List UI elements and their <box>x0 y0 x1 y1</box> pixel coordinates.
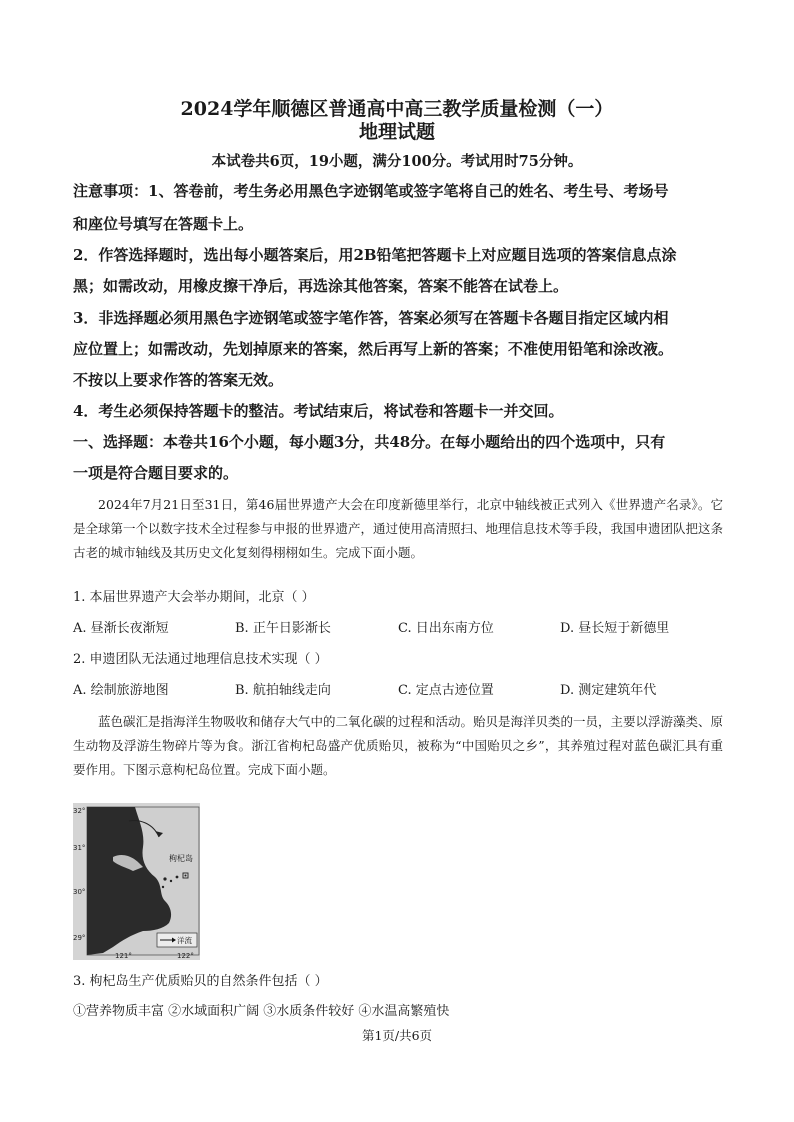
latitude-label-31: 31° <box>73 844 86 852</box>
longitude-label-122: 122° <box>177 952 194 960</box>
note-3-line-1: 3．非选择题必须用黑色字迹钢笔或签字笔作答，答案必须写在答题卡各题目指定区域内相 <box>73 309 669 327</box>
question-2-option-a: A. 绘制旅游地图 <box>73 683 169 698</box>
question-3-stem: 3. 枸杞岛生产优质贻贝的自然条件包括（ ） <box>73 974 328 989</box>
exam-subtitle: 地理试题 <box>358 121 435 143</box>
island-dot <box>176 876 179 879</box>
legend-current-label: 洋流 <box>177 936 192 945</box>
note-3-line-3: 不按以上要求作答的答案无效。 <box>73 371 284 389</box>
island-dot <box>163 877 166 880</box>
question-2-option-c: C. 定点古迹位置 <box>398 683 494 698</box>
latitude-label-29: 29° <box>73 934 86 942</box>
question-2-stem: 2. 申遗团队无法通过地理信息技术实现（ ） <box>73 652 328 667</box>
section-heading-line-2: 一项是符合题目要求的。 <box>73 464 239 482</box>
passage-1: 2024年7月21日至31日，第46届世界遗产大会在印度新德里举行，北京中轴线被正式列入《世界遗产名录》。它是全球第一个以数字技术全过程参与申报的世界遗产，通过使用高清照扫、地理信息技术等手段，我国申遗团队把这条古老的城市轴线及其历史文化复刻得栩栩如生。完成下面小题。 <box>73 497 724 560</box>
note-2-line-2: 黑；如需改动，用橡皮擦干净后，再选涂其他答案，答案不能答在试卷上。 <box>73 277 569 295</box>
note-3-line-2: 应位置上；如需改动，先划掉原来的答案，然后再写上新的答案；不准使用铅笔和涂改液。 <box>73 340 674 358</box>
longitude-label-121: 121° <box>115 952 132 960</box>
island-label: 枸杞岛 <box>169 854 193 863</box>
question-1-option-a: A. 昼渐长夜渐短 <box>73 621 169 636</box>
question-3-options: ①营养物质丰富 ②水域面积广阔 ③水质条件较好 ④水温高繁殖快 <box>73 1004 450 1019</box>
section-heading-line-1: 一、选择题：本卷共16个小题，每小题3分，共48分。在每小题给出的四个选项中，只有 <box>73 433 666 451</box>
exam-title: 2024学年顺德区普通高中高三教学质量检测（一） <box>180 98 614 120</box>
gouqi-island-location-map <box>73 803 200 960</box>
passage-2: 蓝色碳汇是指海洋生物吸收和储存大气中的二氧化碳的过程和活动。贻贝是海洋贝类的一员，主要以浮游藻类、原生动物及浮游生物碎片等为食。浙江省枸杞岛盛产优质贻贝，被称为“中国贻贝之乡”，其养殖过程对蓝色碳汇具有重要作用。下图示意枸杞岛位置。完成下面小题。 <box>73 714 724 777</box>
question-1-stem: 1. 本届世界遗产大会举办期间，北京（ ） <box>73 590 315 605</box>
note-1-line-2: 和座位号填写在答题卡上。 <box>73 215 254 233</box>
latitude-label-32: 32° <box>73 807 86 815</box>
gouqi-island-point <box>185 875 187 877</box>
question-2-option-b: B. 航拍轴线走向 <box>235 683 331 698</box>
island-dot <box>162 886 164 888</box>
latitude-label-30: 30° <box>73 888 86 896</box>
exam-info: 本试卷共6页，19小题，满分100分。考试用时75分钟。 <box>211 153 583 170</box>
note-4: 4．考生必须保持答题卡的整洁。考试结束后，将试卷和答题卡一并交回。 <box>73 402 564 420</box>
question-2-option-d: D. 测定建筑年代 <box>560 683 657 698</box>
island-dot <box>170 880 172 882</box>
question-1-option-b: B. 正午日影渐长 <box>235 621 331 636</box>
note-1-line-1: 注意事项：1、答卷前，考生务必用黑色字迹钢笔或签字笔将自己的姓名、考生号、考场号 <box>73 182 669 200</box>
page-footer: 第1页/共6页 <box>361 1028 433 1043</box>
note-2-line-1: 2．作答选择题时，选出每小题答案后，用2B铅笔把答题卡上对应题目选项的答案信息点涂 <box>73 246 677 264</box>
question-1-option-d: D. 昼长短于新德里 <box>560 621 670 636</box>
question-1-option-c: C. 日出东南方位 <box>398 621 494 636</box>
